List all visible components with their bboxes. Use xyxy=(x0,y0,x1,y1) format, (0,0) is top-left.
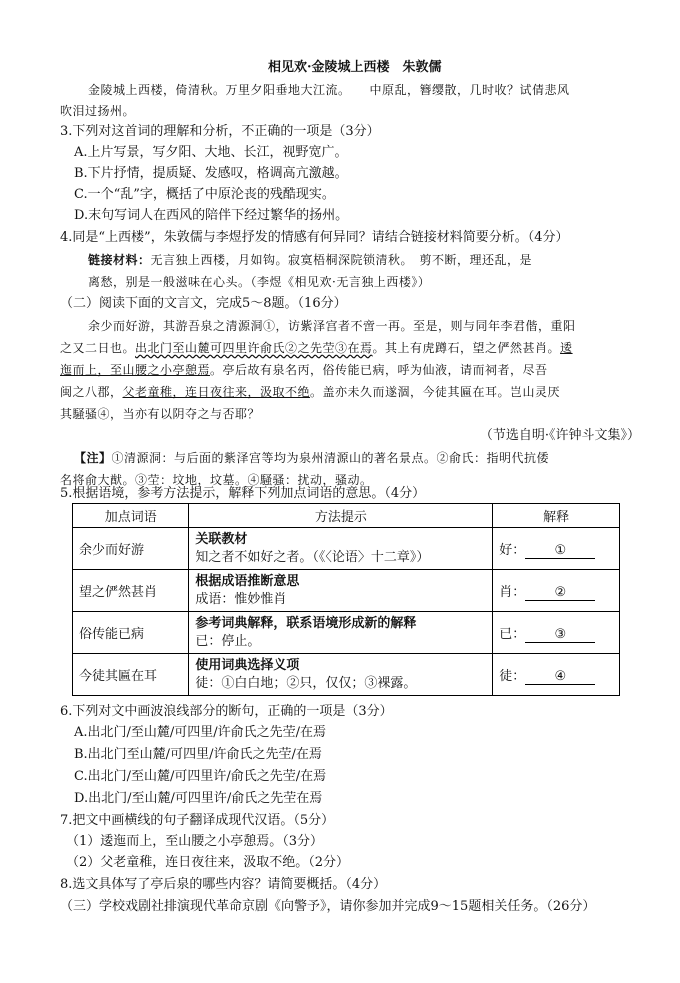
answer-blank[interactable]: ④ xyxy=(525,670,595,685)
note-text: ①清源洞：与后面的紫泽宫等均为泉州清源山的著名景点。②俞氏：指明代抗倭 xyxy=(111,451,550,465)
passage-source: （节选自明·《许钟斗文集》） xyxy=(479,428,640,443)
table-row xyxy=(73,654,620,696)
link-text-1: 无言独上西楼，月如钩。寂寞梧桐深院锁清秋。 剪不断，理还乱，是 xyxy=(150,253,533,267)
q3-stem: 3.下列对这首词的理解和分析，不正确的一项是（3分） xyxy=(60,124,380,139)
row-word: 俗传能已病 xyxy=(73,612,189,654)
underlined-sentence-1: 迤而上，至山腰之小亭憩焉 xyxy=(60,363,211,377)
row-answer xyxy=(493,612,620,654)
q5-stem: 5.根据语境，参考方法提示，解释下列加点词语的意思。（4分） xyxy=(60,486,426,501)
passage-text: 。亭后故有泉名丙，俗传能已病，呼为仙液，请而祠者，尽吾 xyxy=(210,363,548,377)
header-word: 加点词语 xyxy=(73,504,189,528)
q8-stem: 8.选文具体写了亭后泉的哪些内容？请简要概括。（4分） xyxy=(60,877,387,892)
row-word: 余少而好游 xyxy=(73,528,189,570)
row-method: 根据成语推断意思 xyxy=(195,573,300,589)
poem-title: 相见欢·金陵城上西楼 朱敦儒 xyxy=(268,60,442,75)
answer-prefix: 好： xyxy=(499,542,526,558)
row-answer xyxy=(493,528,620,570)
row-method: 关联教材 xyxy=(195,531,248,547)
row-hint: 成语：惟妙惟肖 xyxy=(195,591,287,607)
q6-option-c: C.出北门/至山麓/可四里许/俞氏之先茔/在焉 xyxy=(74,769,327,784)
note-label: 【注】 xyxy=(74,451,112,465)
row-method-cell xyxy=(189,570,493,612)
note-line-2: 名将俞大猷。③茔：坟地，坟墓。④騒骚：扰动，骚动。 xyxy=(60,473,373,487)
row-method-cell xyxy=(189,612,493,654)
poem-line-1: 金陵城上西楼，倚清秋。万里夕阳垂地大江流。 中原乱，簪缨散，几时收？试倩悲风 xyxy=(88,83,570,97)
poem-line-2: 吹泪过扬州。 xyxy=(60,104,136,118)
q6-option-b: B.出北门至山麓/可四里/许俞氏之先茔/在焉 xyxy=(74,747,322,762)
q6-stem: 6.下列对文中画波浪线部分的断句，正确的一项是（3分） xyxy=(60,704,393,719)
passage-line-3 xyxy=(60,360,548,380)
q3-option-c: C.一个“乱”字，概括了中原沦丧的残酷现实。 xyxy=(74,187,335,202)
q3-option-d: D.末句写词人在西风的陪伴下经过繁华的扬州。 xyxy=(74,208,349,223)
section2-heading: （二）阅读下面的文言文，完成5～8题。（16分） xyxy=(60,296,347,311)
q6-option-a: A.出北门/至山麓/可四里/许俞氏之先茔/在焉 xyxy=(74,725,327,740)
answer-prefix: 徒： xyxy=(499,668,526,684)
passage-line-2 xyxy=(60,338,573,358)
row-word: 望之俨然甚肖 xyxy=(73,570,189,612)
q6-option-d: D.出北门/至山麓/可四里许/俞氏之先茔在焉 xyxy=(74,791,323,806)
row-answer xyxy=(493,654,620,696)
q7-sentence-2: （2）父老童稚，连日夜往来，汲取不绝。（2分） xyxy=(66,855,350,870)
section3-heading: （三）学校戏剧社排演现代革命京剧《向警予》，请你参加并完成9～15题相关任务。（26分） xyxy=(60,899,596,914)
q4-link-line-1 xyxy=(88,250,532,270)
q4-stem: 4.同是“上西楼”，朱敦儒与李煜抒发的情感有何异同？请结合链接材料简要分析。（4分） xyxy=(60,230,569,245)
q3-option-b: B.下片抒情，提质疑、发感叹，格调高亢激越。 xyxy=(74,166,348,181)
row-word: 今徒其匾在耳 xyxy=(73,654,189,696)
table-row xyxy=(73,612,620,654)
table-row xyxy=(73,570,620,612)
row-hint: 知之者不如好之者。（《〈论语〉十二章》） xyxy=(195,549,430,565)
q7-stem: 7.把文中画横线的句子翻译成现代汉语。（5分） xyxy=(60,813,335,828)
note-line-1 xyxy=(74,448,549,468)
row-answer xyxy=(493,570,620,612)
wavy-underlined-sentence: 出北门至山麓可四里许俞氏②之先茔③在焉 xyxy=(135,341,373,355)
row-method: 使用词典选择义项 xyxy=(195,657,300,673)
header-method: 方法提示 xyxy=(189,504,493,528)
passage-text: 。盖亦未久而遂涸，今徒其匾在耳。岂山灵厌 xyxy=(310,385,561,399)
passage-line-1: 余少而好游，其游吾泉之清源洞①，访紫泽宫者不啻一再。至是，则与同年李君偕，重阳 xyxy=(88,319,576,333)
answer-blank[interactable]: ① xyxy=(525,544,595,559)
answer-blank[interactable]: ② xyxy=(525,586,595,601)
q7-sentence-1: （1）逶迤而上，至山腰之小亭憩焉。（3分） xyxy=(66,834,324,849)
underlined-sentence-2: 父老童稚，连日夜往来，汲取不绝 xyxy=(122,385,311,399)
passage-line-5: 其騒骚④，当亦有以阴夺之与否耶？ xyxy=(60,407,261,421)
table-row xyxy=(73,528,620,570)
row-method-cell xyxy=(189,528,493,570)
link-label: 链接材料： xyxy=(88,253,151,267)
row-method: 参考词典解释，联系语境形成新的解释 xyxy=(195,615,417,631)
answer-blank[interactable]: ③ xyxy=(525,628,595,643)
passage-text: 闽之八郡， xyxy=(60,385,123,399)
row-hint: 徒：①白白地；②只，仅仅；③裸露。 xyxy=(195,675,417,691)
passage-line-4 xyxy=(60,382,560,402)
underlined-sentence-1-start: 逶 xyxy=(560,341,573,355)
q3-option-a: A.上片写景，写夕阳、大地、长江，视野宽广。 xyxy=(74,145,348,160)
header-answer: 解释 xyxy=(493,504,620,528)
q5-table xyxy=(72,503,620,696)
answer-prefix: 已： xyxy=(499,626,526,642)
q4-link-line-2: 离愁，别是一般滋味在心头。（李煜《相见欢·无言独上西楼》） xyxy=(88,275,431,289)
passage-text: 。其上有虎蹲石，望之俨然甚肖。 xyxy=(372,341,561,355)
answer-prefix: 肖： xyxy=(499,584,526,600)
row-method-cell xyxy=(189,654,493,696)
table-header-row xyxy=(73,504,620,528)
passage-text: 之又二日也。 xyxy=(60,341,136,355)
row-hint: 已：停止。 xyxy=(195,633,261,649)
